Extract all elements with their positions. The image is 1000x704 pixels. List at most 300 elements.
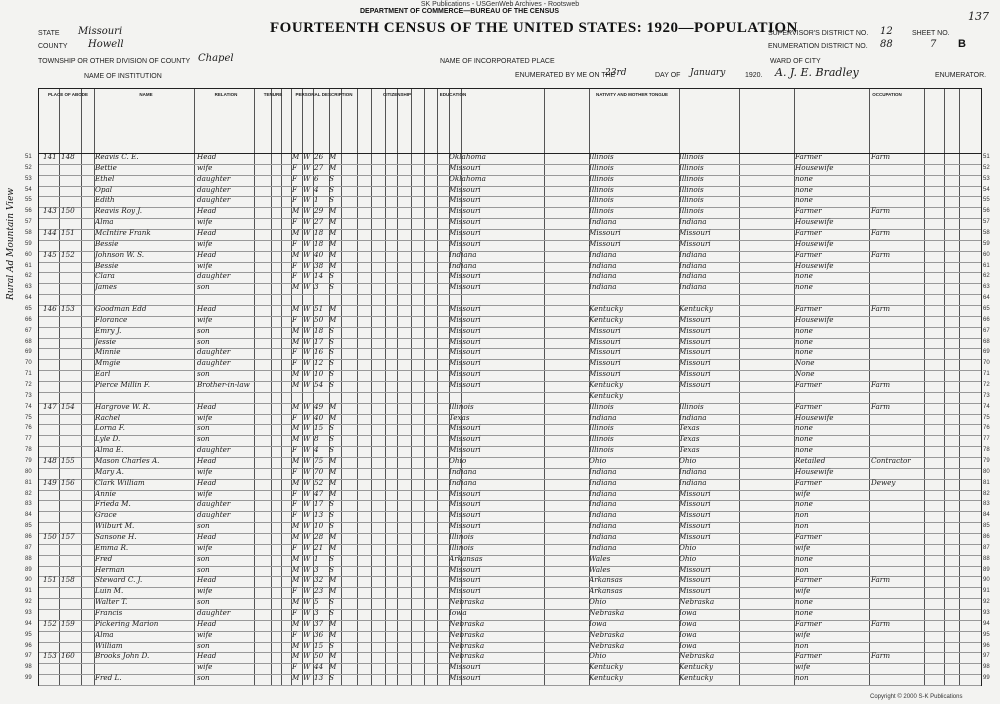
cell-age: 32 <box>314 575 324 585</box>
cell-sex: F <box>292 488 297 498</box>
cell-sex: M <box>292 152 300 161</box>
cell-ms: S <box>329 195 334 205</box>
line-number: 90 <box>25 577 32 584</box>
line-number-right: 57 <box>983 219 990 226</box>
cell-ms: M <box>329 238 337 248</box>
line-number: 72 <box>25 382 32 388</box>
cell-race: W <box>303 662 311 672</box>
cell-father: Illinois <box>589 173 614 183</box>
cell-father: Indiana <box>589 217 617 227</box>
cell-age: 4 <box>314 445 319 455</box>
cell-dw: 148 <box>43 456 57 465</box>
cell-age: 54 <box>314 380 324 389</box>
cell-place: Missouri <box>449 488 481 498</box>
cell-rel: daughter <box>197 445 231 455</box>
cell-name: Reavis Roy J. <box>95 206 142 216</box>
cell-rel: son <box>197 521 210 531</box>
cell-race: W <box>303 651 311 661</box>
cell-mother: Indiana <box>679 271 707 281</box>
cell-ms: S <box>329 325 334 335</box>
cell-place: Missouri <box>449 445 481 455</box>
cell-sex: M <box>292 206 300 216</box>
cell-sex: F <box>292 238 297 248</box>
cell-ms: S <box>329 499 334 509</box>
cell-rel: son <box>197 640 210 650</box>
cell-place: Missouri <box>449 521 481 531</box>
cell-place: Oklahoma <box>449 152 486 161</box>
cell-name: Emry J. <box>95 325 122 335</box>
cell-race: W <box>303 173 311 183</box>
cell-sex: M <box>292 597 300 607</box>
cell-ms: S <box>329 434 334 444</box>
cell-father: Illinois <box>589 184 614 194</box>
cell-name: Reavis C. E. <box>95 152 139 161</box>
cell-sex: M <box>292 423 300 433</box>
row-rule <box>39 392 981 393</box>
cell-father: Ohio <box>589 651 607 661</box>
cell-mother: Missouri <box>679 380 711 389</box>
cell-occ: none <box>795 282 813 292</box>
cell-place: Missouri <box>449 325 481 335</box>
cell-place: Illinois <box>449 542 474 552</box>
cell-age: 36 <box>314 629 324 639</box>
cell-name: Mmgie <box>95 358 121 368</box>
cell-age: 3 <box>314 282 319 292</box>
line-number-right: 55 <box>983 197 990 204</box>
cell-race: W <box>303 249 311 259</box>
cell-ind: Farm <box>871 206 891 216</box>
cell-race: W <box>303 673 311 683</box>
margin-note: Rural Ad Mountain View <box>6 187 16 300</box>
cell-rel: Head <box>197 456 217 465</box>
line-number-right: 93 <box>983 610 990 616</box>
cell-occ: Farmer <box>795 380 822 389</box>
cell-mother: Missouri <box>679 325 711 335</box>
cell-father: Kentucky <box>589 673 624 683</box>
cell-rel: Head <box>197 249 217 259</box>
cell-mother: Indiana <box>679 412 707 422</box>
cell-race: W <box>303 271 311 281</box>
cell-mother: Kentucky <box>679 662 714 672</box>
cell-place: Missouri <box>449 586 481 596</box>
cell-ms: S <box>329 510 334 520</box>
cell-sex: M <box>292 336 300 346</box>
cell-mother: Illinois <box>679 173 704 183</box>
cell-race: W <box>303 423 311 433</box>
cell-rel: daughter <box>197 184 231 194</box>
cell-name: Clara <box>95 271 115 281</box>
cell-fam: 156 <box>61 477 75 487</box>
line-number: 74 <box>25 403 32 410</box>
cell-sex: M <box>292 228 300 237</box>
cell-father: Indiana <box>589 282 617 292</box>
cell-rel: wife <box>197 260 213 270</box>
cell-mother: Indiana <box>679 282 707 292</box>
cell-ms: M <box>329 152 337 161</box>
cell-sex: M <box>292 575 300 585</box>
cell-race: W <box>303 466 311 476</box>
cell-father: Indiana <box>589 499 617 509</box>
cell-rel: Head <box>197 304 217 313</box>
cell-occ: none <box>795 423 813 433</box>
line-number-right: 90 <box>983 577 990 584</box>
cell-sex: M <box>292 532 300 541</box>
cell-race: W <box>303 260 311 270</box>
cell-occ: wife <box>795 662 811 672</box>
line-number: 56 <box>25 208 32 215</box>
cell-race: W <box>303 314 311 324</box>
cell-name: Mary A. <box>95 466 124 476</box>
cell-race: W <box>303 521 311 531</box>
cell-rel: son <box>197 325 210 335</box>
cell-age: 40 <box>314 412 324 422</box>
cell-ms: M <box>329 401 337 411</box>
cell-mother: Iowa <box>679 629 697 639</box>
cell-occ: Housewife <box>795 162 834 172</box>
cell-ms: M <box>329 532 337 541</box>
cell-name: Opal <box>95 184 113 194</box>
line-number-right: 64 <box>983 295 990 302</box>
enumeration-day: 23rd <box>605 68 627 78</box>
line-number: 77 <box>25 436 32 443</box>
line-number: 59 <box>25 240 32 247</box>
line-number: 58 <box>25 230 32 236</box>
cell-ms: S <box>329 423 334 433</box>
cell-father: Indiana <box>589 488 617 498</box>
cell-mother: Indiana <box>679 260 707 270</box>
cell-race: W <box>303 380 311 389</box>
cell-name: Hargrove W. R. <box>95 401 151 411</box>
cell-rel: wife <box>197 162 213 172</box>
cell-sex: F <box>292 542 297 552</box>
cell-place: Missouri <box>449 423 481 433</box>
cell-sex: F <box>292 271 297 281</box>
cell-occ: wife <box>795 488 811 498</box>
cell-dw: 141 <box>43 152 57 161</box>
cell-mother: Missouri <box>679 510 711 520</box>
cell-rel: son <box>197 282 210 292</box>
cell-name: Clark William <box>95 477 145 487</box>
cell-ind: Farm <box>871 304 891 313</box>
cell-place: Missouri <box>449 575 481 585</box>
cell-name: Johnson W. S. <box>95 249 145 259</box>
cell-sex: F <box>292 510 297 520</box>
cell-place: Illinois <box>449 401 474 411</box>
cell-occ: non <box>795 521 809 531</box>
cell-place: Missouri <box>449 314 481 324</box>
cell-father: Nebraska <box>589 640 625 650</box>
cell-name: Pierce Millin F. <box>95 380 151 389</box>
county-value: Howell <box>88 39 124 50</box>
cell-dw: 143 <box>43 206 57 216</box>
cell-race: W <box>303 499 311 509</box>
cell-occ: Farmer <box>795 304 822 313</box>
cell-mother: Missouri <box>679 532 711 541</box>
line-number: 92 <box>25 599 32 606</box>
cell-place: Missouri <box>449 195 481 205</box>
cell-father: Wales <box>589 564 611 574</box>
cell-place: Iowa <box>449 608 467 617</box>
cell-age: 52 <box>314 477 324 487</box>
cell-ms: M <box>329 412 337 422</box>
line-number-right: 75 <box>983 414 990 421</box>
cell-father: Illinois <box>589 445 614 455</box>
cell-mother: Illinois <box>679 152 704 161</box>
line-number-right: 61 <box>983 262 990 269</box>
cell-age: 27 <box>314 162 324 172</box>
cell-race: W <box>303 575 311 585</box>
cell-sex: F <box>292 195 297 205</box>
line-number: 73 <box>25 392 32 399</box>
line-number-right: 73 <box>983 392 990 399</box>
cell-mother: Nebraska <box>679 651 715 661</box>
cell-mother: Indiana <box>679 249 707 259</box>
cell-age: 75 <box>314 456 324 465</box>
line-number-right: 77 <box>983 436 990 443</box>
state-label: STATE <box>38 30 60 37</box>
line-number: 83 <box>25 501 32 508</box>
cell-sex: M <box>292 282 300 292</box>
cell-name: Earl <box>95 369 111 379</box>
cell-father: Kentucky <box>589 314 624 324</box>
cell-sex: M <box>292 564 300 574</box>
cell-occ: none <box>795 347 813 357</box>
cell-father: Missouri <box>589 336 621 346</box>
column-heading: NATIVITY AND MOTHER TONGUE <box>595 92 669 97</box>
cell-ms: S <box>329 608 334 617</box>
cell-ms: M <box>329 456 337 465</box>
cell-rel: son <box>197 423 210 433</box>
cell-occ: non <box>795 673 809 683</box>
cell-mother: Ohio <box>679 553 697 563</box>
cell-race: W <box>303 608 311 617</box>
cell-place: Missouri <box>449 282 481 292</box>
cell-name: Ethel <box>95 173 115 183</box>
cell-rel: daughter <box>197 173 231 183</box>
cell-occ: wife <box>795 586 811 596</box>
line-number: 63 <box>25 284 32 291</box>
cell-sex: M <box>292 249 300 259</box>
line-number-right: 91 <box>983 588 990 595</box>
cell-place: Texas <box>449 412 470 422</box>
cell-place: Missouri <box>449 206 481 216</box>
column-rule <box>357 89 358 685</box>
cell-place: Nebraska <box>449 618 485 628</box>
cell-mother: Indiana <box>679 466 707 476</box>
cell-name: Alma <box>95 217 114 227</box>
cell-father: Missouri <box>589 325 621 335</box>
line-number-right: 86 <box>983 534 990 540</box>
cell-name: Luin M. <box>95 586 124 596</box>
column-rule <box>385 89 386 685</box>
line-number-right: 79 <box>983 458 990 464</box>
cell-mother: Indiana <box>679 477 707 487</box>
cell-rel: Head <box>197 152 217 161</box>
cell-sex: F <box>292 260 297 270</box>
cell-name: Grace <box>95 510 117 520</box>
cell-ind: Dewey <box>871 477 896 487</box>
cell-fam: 153 <box>61 304 75 313</box>
cell-ind: Farm <box>871 651 891 661</box>
cell-place: Missouri <box>449 673 481 683</box>
cell-fam: 159 <box>61 618 75 628</box>
cell-sex: F <box>292 586 297 596</box>
cell-occ: Housewife <box>795 412 834 422</box>
cell-race: W <box>303 542 311 552</box>
cell-mother: Missouri <box>679 488 711 498</box>
line-number: 57 <box>25 219 32 226</box>
line-number: 84 <box>25 512 32 519</box>
cell-occ: wife <box>795 542 811 552</box>
line-number-right: 83 <box>983 501 990 508</box>
cell-mother: Iowa <box>679 618 697 628</box>
cell-place: Indiana <box>449 260 477 270</box>
cell-rel: son <box>197 597 210 607</box>
cell-rel: wife <box>197 238 213 248</box>
cell-race: W <box>303 195 311 205</box>
cell-age: 8 <box>314 434 319 444</box>
cell-ms: M <box>329 228 337 237</box>
cell-ms: S <box>329 640 334 650</box>
archive-banner: SK Publications - USGenWeb Archives - Rootsweb <box>420 1 580 8</box>
column-rule <box>437 89 438 685</box>
cell-fam: 154 <box>61 401 75 411</box>
cell-age: 27 <box>314 217 324 227</box>
cell-occ: Housewife <box>795 238 834 248</box>
cell-sex: M <box>292 521 300 531</box>
cell-mother: Indiana <box>679 217 707 227</box>
cell-sex: F <box>292 466 297 476</box>
cell-age: 47 <box>314 488 324 498</box>
line-number-right: 72 <box>983 382 990 388</box>
line-number: 79 <box>25 458 32 464</box>
line-number-right: 96 <box>983 642 990 649</box>
cell-race: W <box>303 445 311 455</box>
line-number: 55 <box>25 197 32 204</box>
cell-place: Missouri <box>449 336 481 346</box>
cell-father: Illinois <box>589 434 614 444</box>
cell-sex: F <box>292 217 297 227</box>
line-number: 97 <box>25 653 32 660</box>
cell-mother: Illinois <box>679 206 704 216</box>
cell-father: Indiana <box>589 260 617 270</box>
cell-race: W <box>303 434 311 444</box>
cell-sex: M <box>292 434 300 444</box>
column-rule <box>271 89 272 685</box>
cell-sex: F <box>292 358 297 368</box>
cell-ms: M <box>329 206 337 216</box>
column-rule <box>194 89 195 685</box>
cell-ms: S <box>329 597 334 607</box>
cell-sex: M <box>292 553 300 563</box>
sheet-value: 7 <box>930 39 937 50</box>
cell-sex: F <box>292 347 297 357</box>
cell-age: 28 <box>314 532 324 541</box>
cell-father: Iowa <box>589 618 607 628</box>
line-number-right: 69 <box>983 349 990 356</box>
cell-place: Missouri <box>449 217 481 227</box>
cell-age: 37 <box>314 618 324 628</box>
cell-name: Florance <box>95 314 128 324</box>
cell-place: Nebraska <box>449 597 485 607</box>
cell-age: 16 <box>314 347 324 357</box>
column-rule <box>959 89 960 685</box>
township-label: TOWNSHIP OR OTHER DIVISION OF COUNTY <box>38 58 191 65</box>
cell-ms: M <box>329 477 337 487</box>
cell-rel: Head <box>197 651 217 661</box>
cell-mother: Ohio <box>679 542 697 552</box>
cell-father: Missouri <box>589 238 621 248</box>
cell-name: McIntire Frank <box>95 228 151 237</box>
cell-place: Missouri <box>449 304 481 313</box>
cell-race: W <box>303 152 311 161</box>
cell-rel: son <box>197 369 210 379</box>
cell-name: James <box>95 282 117 292</box>
cell-age: 51 <box>314 304 324 313</box>
cell-ind: Farm <box>871 380 891 389</box>
cell-occ: Farmer <box>795 575 822 585</box>
cell-rel: daughter <box>197 347 231 357</box>
column-rule <box>944 89 945 685</box>
cell-sex: F <box>292 445 297 455</box>
column-heading: NAME <box>139 92 153 97</box>
cell-race: W <box>303 412 311 422</box>
cell-race: W <box>303 217 311 227</box>
line-number: 52 <box>25 164 32 171</box>
cell-name: Pickering Marion <box>95 618 159 628</box>
column-heading: CITIZENSHIP <box>382 92 411 97</box>
cell-mother: Missouri <box>679 314 711 324</box>
cell-occ: Farmer <box>795 477 822 487</box>
enumeration-district-value: 88 <box>880 39 893 50</box>
cell-age: 3 <box>314 608 319 617</box>
cell-occ: Farmer <box>795 228 822 237</box>
cell-ind: Farm <box>871 228 891 237</box>
cell-race: W <box>303 553 311 563</box>
line-number-right: 56 <box>983 208 990 215</box>
cell-father: Illinois <box>589 401 614 411</box>
line-number: 71 <box>25 371 32 378</box>
cell-father: Ohio <box>589 456 607 465</box>
cell-ms: S <box>329 380 334 389</box>
cell-place: Missouri <box>449 369 481 379</box>
line-number: 82 <box>25 490 32 497</box>
cell-race: W <box>303 532 311 541</box>
cell-place: Ohio <box>449 456 467 465</box>
cell-father: Kentucky <box>589 304 624 313</box>
column-rule <box>81 89 82 685</box>
census-table <box>25 88 990 686</box>
cell-dw: 152 <box>43 618 57 628</box>
cell-name: Lyle D. <box>95 434 121 444</box>
supervisor-value: 12 <box>880 26 893 37</box>
cell-age: 1 <box>314 553 319 563</box>
line-number: 78 <box>25 447 32 454</box>
cell-dw: 147 <box>43 401 57 411</box>
cell-name: Rachel <box>95 412 121 422</box>
line-number: 76 <box>25 425 32 432</box>
cell-name: Frieda M. <box>95 499 131 509</box>
cell-rel: daughter <box>197 271 231 281</box>
cell-mother: Iowa <box>679 640 697 650</box>
cell-sex: M <box>292 369 300 379</box>
column-heading: PERSONAL DESCRIPTION <box>295 92 353 97</box>
cell-father: Indiana <box>589 542 617 552</box>
line-number: 75 <box>25 414 32 421</box>
cell-occ: none <box>795 173 813 183</box>
cell-ms: M <box>329 618 337 628</box>
cell-sex: M <box>292 325 300 335</box>
